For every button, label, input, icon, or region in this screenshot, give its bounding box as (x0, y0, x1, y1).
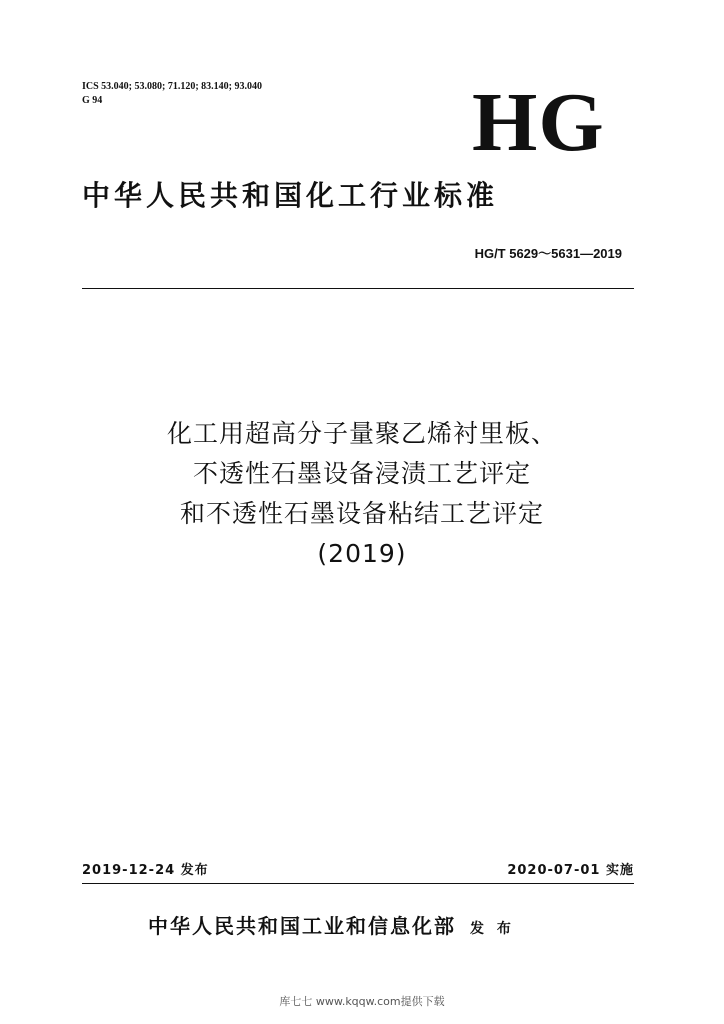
publisher-action: 发 布 (470, 921, 515, 937)
publisher-line (148, 912, 515, 943)
publisher-name: 中华人民共和国工业和信息化部 (148, 914, 456, 938)
classification-codes (82, 80, 262, 108)
hg-logo-mark: HG (472, 76, 605, 169)
title-line: 和不透性石墨设备粘结工艺评定 (179, 499, 544, 528)
title-line: 化工用超高分子量聚乙烯衬里板、 (166, 419, 557, 448)
implementation-date: 2020-07-01 实施 (507, 863, 634, 878)
bottom-divider (82, 883, 634, 884)
title-line: 不透性石墨设备浸渍工艺评定 (192, 459, 531, 488)
title-year: (2019) (317, 539, 407, 568)
top-divider (82, 288, 634, 289)
standard-number: HG/T 5629～5631—2019 (474, 246, 622, 261)
ics-code: ICS 53.040; 53.080; 71.120; 83.140; 93.040 (82, 81, 262, 92)
ccs-code: G 94 (82, 95, 103, 106)
standard-category-title: 中华人民共和国化工行业标准 (82, 179, 499, 212)
issue-date: 2019-12-24 发布 (82, 863, 209, 878)
document-title (62, 414, 662, 574)
download-source-note: 库七七 www.kqqw.com提供下载 (279, 995, 445, 1008)
